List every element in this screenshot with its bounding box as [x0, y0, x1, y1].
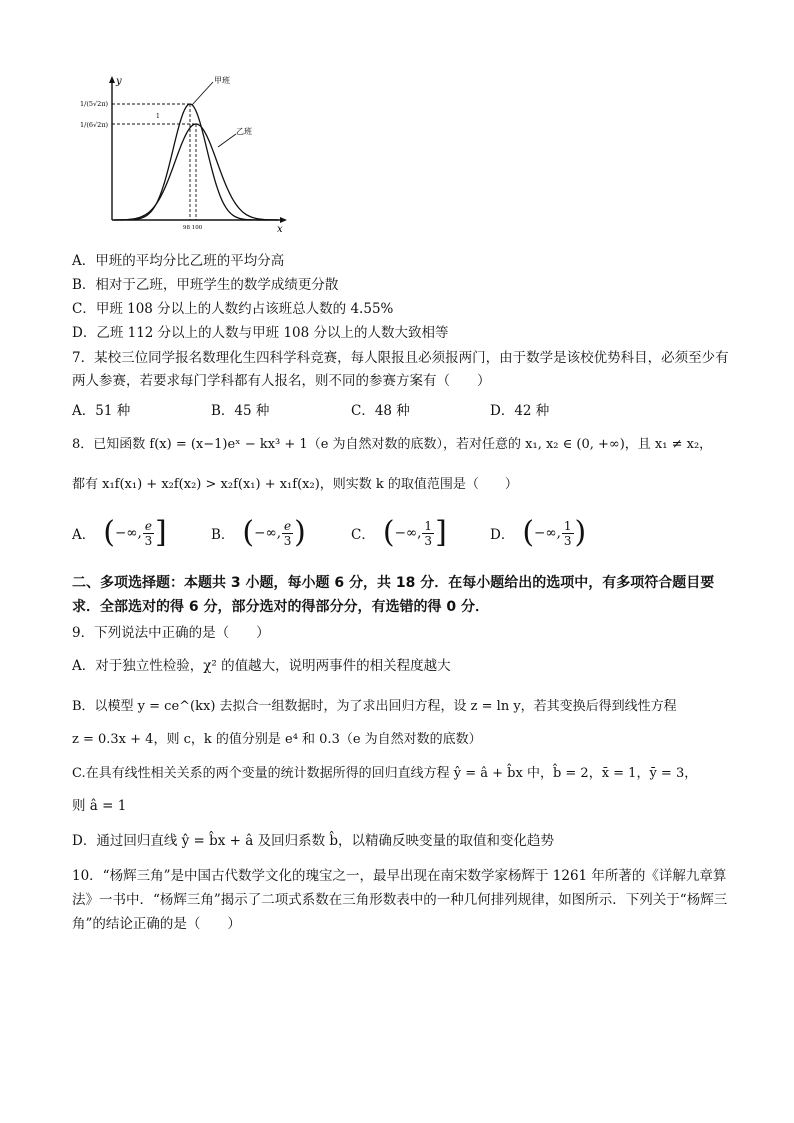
q6-option-c: C．甲班 108 分以上的人数约占该班总人数的 4.55% — [72, 301, 394, 317]
q8-a-neg-inf: −∞, — [114, 525, 142, 541]
q8-d-den: 3 — [563, 533, 572, 548]
q8-b-neg-inf: −∞, — [254, 525, 281, 541]
q8-a-den: 3 — [144, 533, 153, 548]
q6-option-a: A．甲班的平均分比乙班的平均分高 — [72, 253, 285, 269]
q8-option-a — [72, 515, 167, 550]
q8-option-b — [211, 515, 306, 550]
q8-option-c — [351, 515, 447, 550]
label-jia: 甲班 — [214, 76, 230, 85]
q9-option-c-line1: C.在具有线性相关关系的两个变量的统计数据所得的回归直线方程 ŷ = â + b̂x 中，b̂ = 2，x̄ = 1，ȳ = 3， — [72, 766, 698, 781]
q9-option-a: A．对于独立性检验，χ² 的值越大，说明两事件的相关程度越大 — [72, 658, 451, 674]
q8-b-den: 3 — [283, 533, 292, 548]
q8-d-fraction — [562, 519, 574, 548]
q8-stem-line1: 8．已知函数 f(x) = (x−1)eˣ − kx³ + 1（e 为自然对数的底数），若对任意的 x₁, x₂ ∈ (0, +∞)，且 x₁ ≠ x₂， — [72, 437, 713, 452]
q8-b-left-bracket: ( — [242, 515, 255, 550]
q8-option-d — [490, 515, 587, 550]
q10-stem: 10．“杨辉三角”是中国古代数学文化的瑰宝之一，最早出现在南宋数学家杨辉于 1261 年所著的《详解九章算法》一书中．“杨辉三角”揭示了二项式系数在三角形数表中的一种几何排列规律，如图所示．下列关于“杨辉三角”的结论正确的是（ ） — [72, 868, 728, 932]
q8-stem-line2: 都有 x₁f(x₁) + x₂f(x₂) > x₂f(x₁) + x₁f(x₂)，则实数 k 的取值范围是（ ） — [72, 477, 518, 492]
q8-d-left-bracket: ( — [522, 515, 535, 550]
q8-a-fraction — [143, 519, 154, 548]
q8-d-neg-inf: −∞, — [534, 525, 561, 541]
x-ticks: 98 100 — [183, 225, 203, 231]
q8-option-b-label: B． — [211, 527, 235, 543]
q8-b-num: e — [284, 518, 292, 533]
section-2-heading: 二、多项选择题：本题共 3 小题，每小题 6 分，共 18 分．在每小题给出的选项中，有多项符合题目要求．全部选对的得 6 分，部分选对的得部分分，有选错的得 0 分． — [72, 575, 715, 615]
q8-a-left-bracket: ( — [103, 515, 115, 550]
q8-d-right-bracket: ) — [574, 515, 587, 550]
x-axis-label: x — [277, 224, 283, 234]
q7-option-d: D．42 种 — [490, 403, 550, 419]
x-axis-arrow — [280, 217, 287, 223]
q8-option-a-label: A． — [72, 527, 96, 543]
normal-curve-svg — [78, 72, 293, 234]
q9-option-b-line1: B．以模型 y = ce^(kx) 去拟合一组数据时，为了求出回归方程，设 z = ln y，若其变换后得到线性方程 — [72, 699, 677, 714]
y-axis-label: y — [116, 76, 122, 87]
q9-option-c-line2: 则 â = 1 — [72, 798, 127, 814]
q7-stem: 7．某校三位同学报名数理化生四科学科竞赛，每人限报且必须报两门，由于数学是该校优势科目，必须至少有两人参赛，若要求每门学科都有人报名，则不同的参赛方案有（ ） — [72, 350, 729, 389]
q8-option-c-label: C． — [351, 527, 375, 543]
q8-c-left-bracket: ( — [382, 515, 395, 550]
q8-a-right-bracket: ] — [154, 515, 167, 550]
q8-c-right-bracket: ] — [435, 515, 447, 550]
q6-option-b: B．相对于乙班，甲班学生的数学成绩更分散 — [72, 277, 339, 293]
q8-c-num: 1 — [424, 518, 433, 533]
q8-c-den: 3 — [424, 533, 433, 548]
q8-c-fraction — [422, 519, 434, 548]
normal-curve-figure — [78, 72, 293, 234]
q8-c-neg-inf: −∞, — [394, 525, 422, 541]
q7-option-b: B．45 种 — [211, 403, 270, 419]
q9-option-b-line2: z = 0.3x + 4，则 c，k 的值分别是 e⁴ 和 0.3（e 为自然对数的底数） — [72, 732, 482, 747]
y-tick-bottom: 1/(6√2π) — [80, 121, 109, 129]
q7-option-a: A．51 种 — [72, 403, 131, 419]
callout-jia — [192, 82, 213, 105]
q8-a-num: e — [144, 518, 152, 533]
q8-b-right-bracket: ) — [294, 515, 306, 550]
y-tick-top: 1/(5√2π) — [80, 100, 109, 108]
q8-option-d-label: D． — [490, 527, 515, 543]
q8-b-fraction — [282, 519, 293, 548]
figure-mark: 1 — [156, 113, 160, 120]
q9-option-d: D．通过回归直线 ŷ = b̂x + â 及回归系数 b̂，以精确反映变量的取值和变化趋势 — [72, 833, 555, 849]
q6-option-d: D．乙班 112 分以上的人数与甲班 108 分以上的人数大致相等 — [72, 325, 449, 341]
callout-yi — [218, 134, 236, 147]
label-yi: 乙班 — [236, 127, 252, 136]
y-axis-arrow — [109, 76, 115, 83]
q7-option-c: C．48 种 — [351, 403, 410, 419]
q8-d-num: 1 — [563, 518, 572, 533]
q9-stem: 9．下列说法中正确的是（ ） — [72, 625, 270, 641]
